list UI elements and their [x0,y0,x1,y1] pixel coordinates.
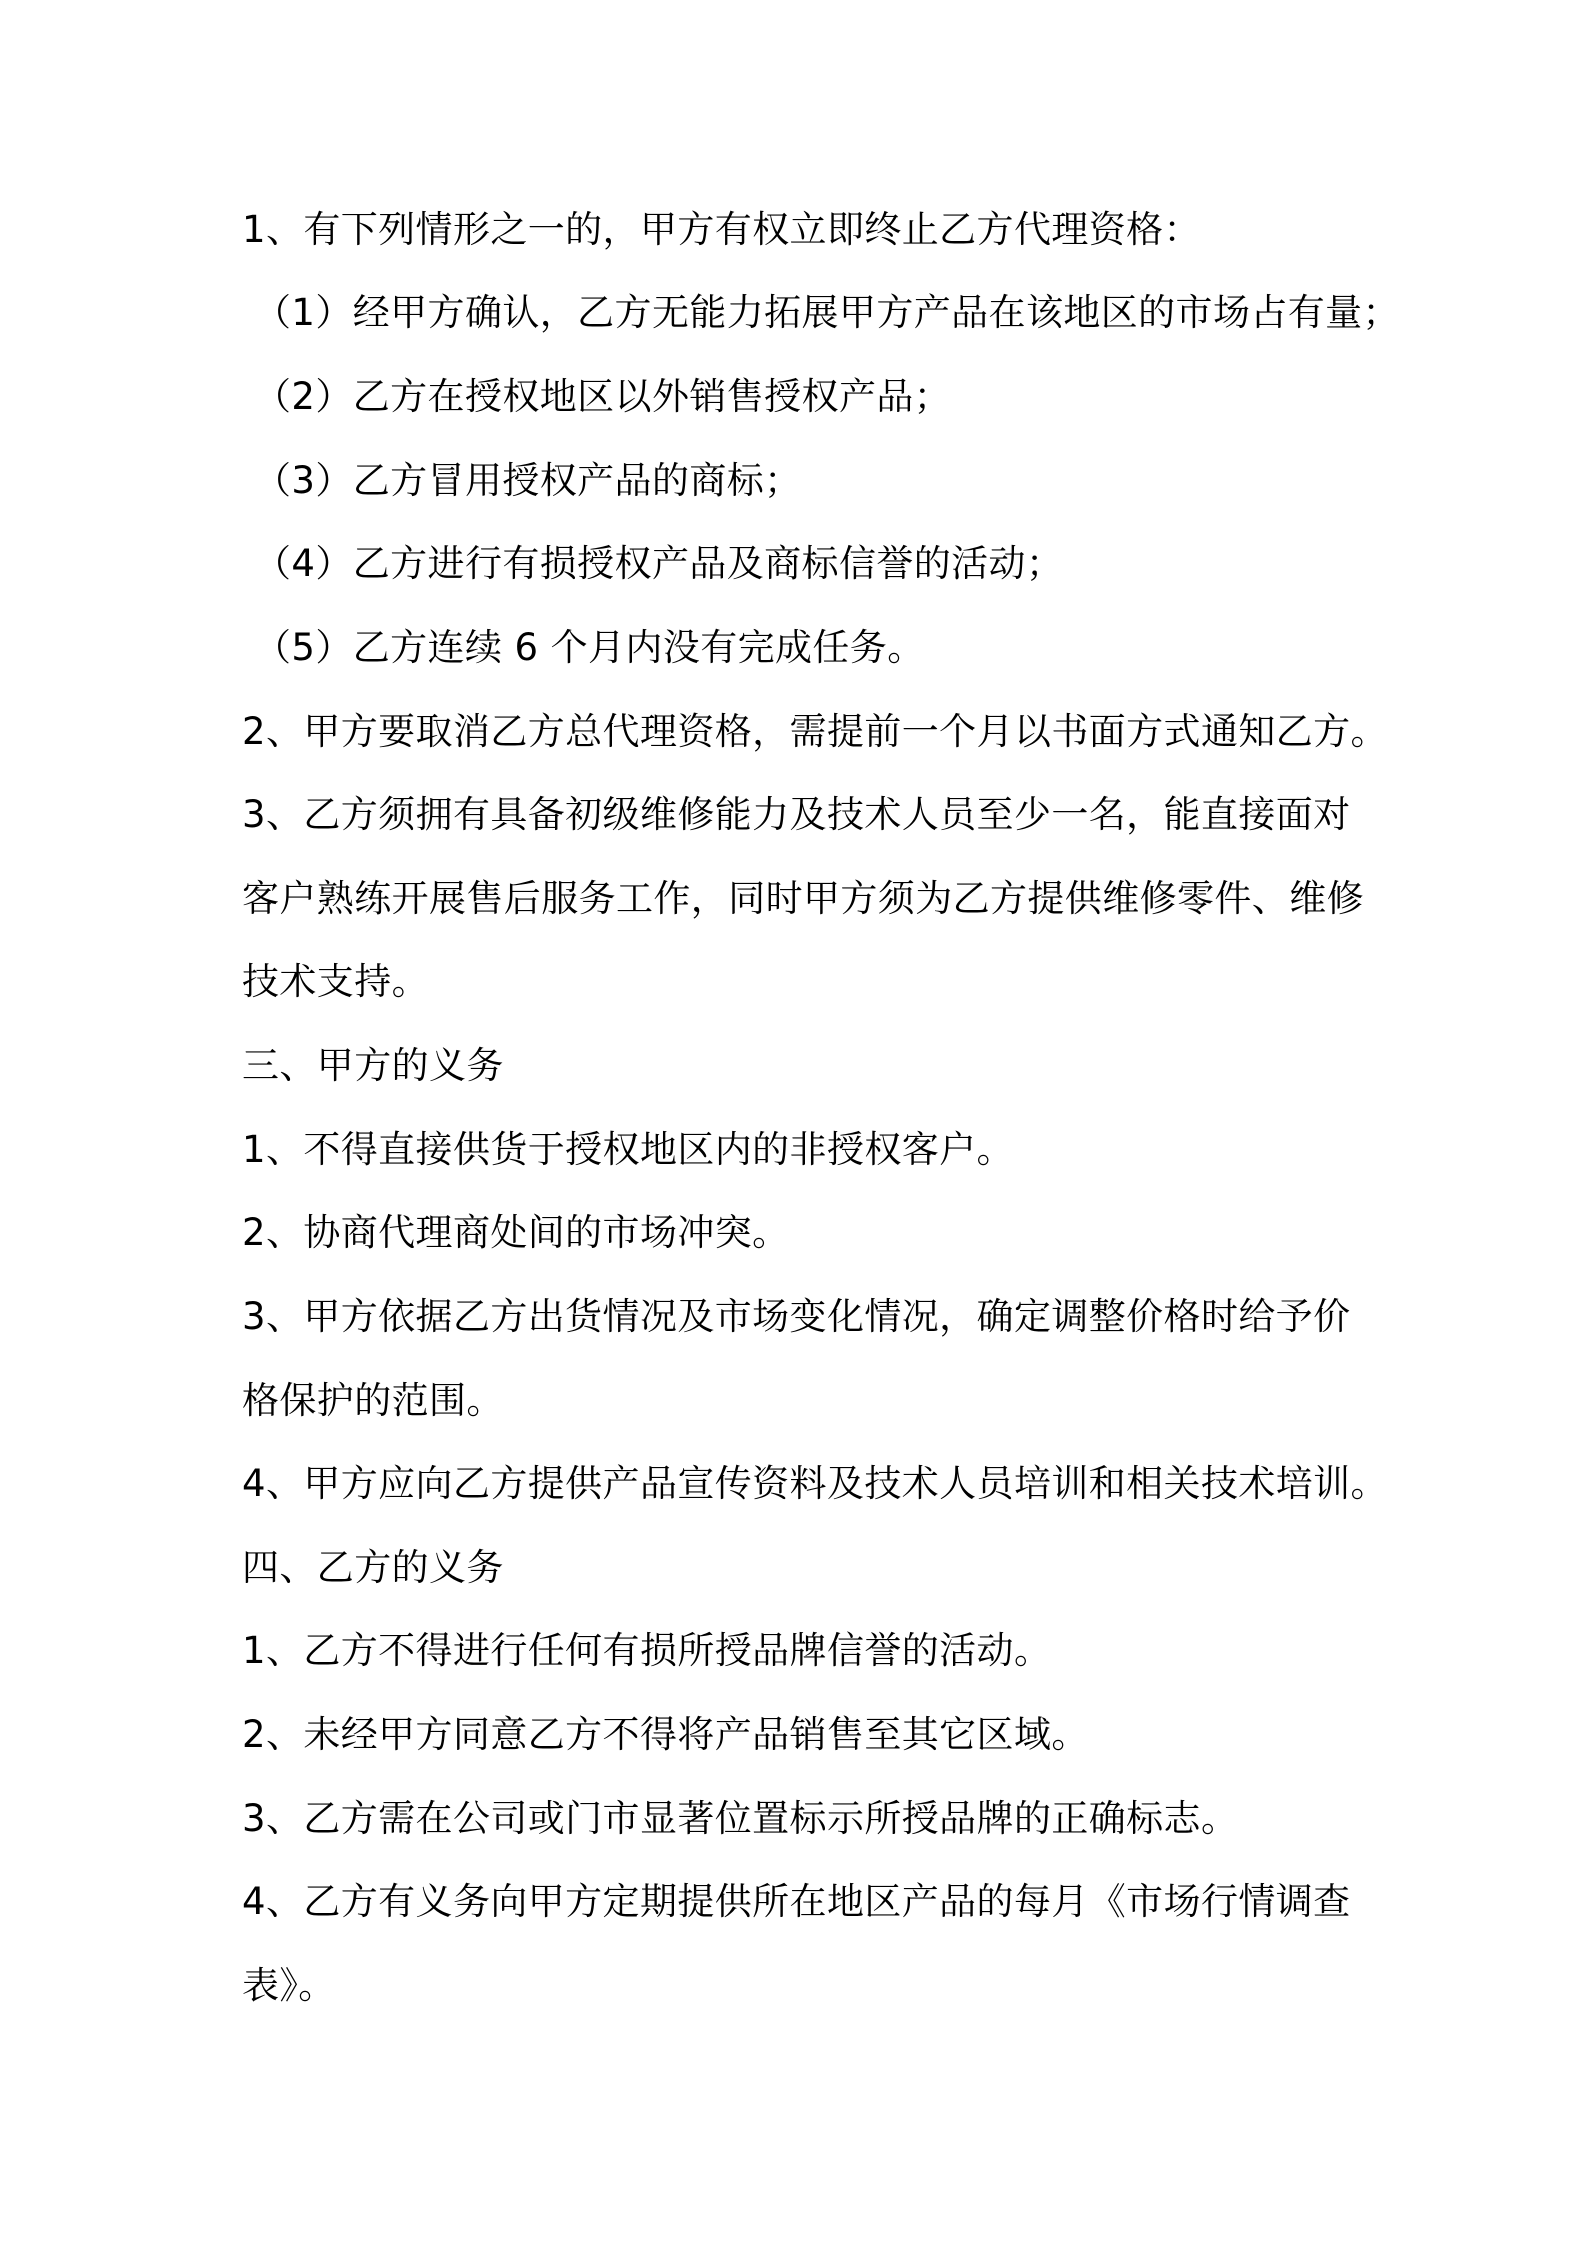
party-a-duty-2: 2、协商代理商处间的市场冲突。 [242,1211,790,1254]
clause-2-cancellation: 2、甲方要取消乙方总代理资格，需提前一个月以书面方式通知乙方。 [242,710,1388,753]
clause-3-line-2: 客户熟练开展售后服务工作，同时甲方须为乙方提供维修零件、维修 [242,877,1364,920]
section-3-heading: 三、甲方的义务 [242,1044,504,1087]
party-b-duty-4-line-2: 表》。 [242,1964,336,2007]
clause-3-line-3: 技术支持。 [242,960,429,1003]
party-b-duty-1: 1、乙方不得进行任何有损所授品牌信誉的活动。 [242,1629,1052,1672]
clause-1-item-5: （5）乙方连续 6 个月内没有完成任务。 [254,626,925,669]
clause-1-item-3: （3）乙方冒用授权产品的商标； [254,459,802,502]
party-a-duty-1: 1、不得直接供货于授权地区内的非授权客户。 [242,1128,1014,1171]
clause-3-line-1: 3、乙方须拥有具备初级维修能力及技术人员至少一名，能直接面对 [242,793,1351,836]
party-b-duty-4-line-1: 4、乙方有义务向甲方定期提供所在地区产品的每月《市场行情调查 [242,1880,1351,1923]
clause-1-termination: 1、有下列情形之一的，甲方有权立即终止乙方代理资格： [242,208,1201,251]
party-b-duty-3: 3、乙方需在公司或门市显著位置标示所授品牌的正确标志。 [242,1797,1239,1840]
party-b-duty-2: 2、未经甲方同意乙方不得将产品销售至其它区域。 [242,1713,1089,1756]
clause-1-item-2: （2）乙方在授权地区以外销售授权产品； [254,375,952,418]
section-4-heading: 四、乙方的义务 [242,1546,504,1589]
party-a-duty-3-line-1: 3、甲方依据乙方出货情况及市场变化情况，确定调整价格时给予价 [242,1295,1351,1338]
party-a-duty-3-line-2: 格保护的范围。 [242,1379,504,1422]
clause-1-item-4: （4）乙方进行有损授权产品及商标信誉的活动； [254,542,1064,585]
party-a-duty-4: 4、甲方应向乙方提供产品宣传资料及技术人员培训和相关技术培训。 [242,1462,1388,1505]
clause-1-item-1: （1）经甲方确认，乙方无能力拓展甲方产品在该地区的市场占有量； [254,291,1400,334]
